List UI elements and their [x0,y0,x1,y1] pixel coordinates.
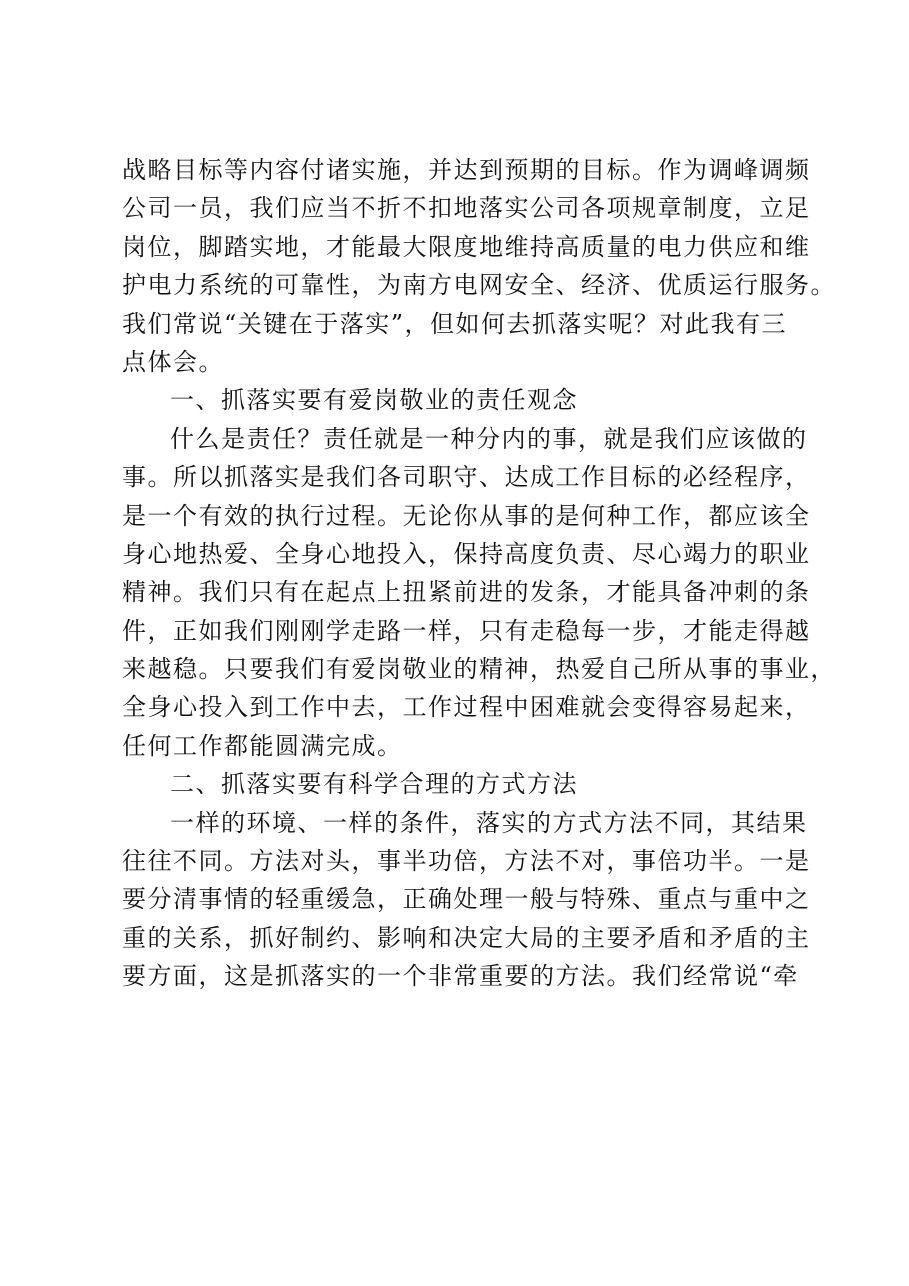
paragraph-first-line: 什么是责任？责任就是一种分内的事，就是我们应该做的 [170,424,808,453]
paragraph-line: 要分清事情的轻重缓急，正确处理一般与特殊、重点与重中之 [122,885,811,914]
paragraph-line: 往往不同。方法对头，事半功倍，方法不对，事倍功半。一是 [122,847,811,876]
paragraph-line: 事。所以抓落实是我们各司职守、达成工作目标的必经程序， [122,463,811,492]
document-body [122,151,836,996]
paragraph-first-line: 一、抓落实要有爱岗敬业的责任观念 [170,386,578,415]
paragraph-line: 件，正如我们刚刚学走路一样，只有走稳每一步，才能走得越 [122,616,811,645]
paragraph-line: 战略目标等内容付诸实施，并达到预期的目标。作为调峰调频 [122,156,811,184]
paragraph-line: 岗位，脚踏实地，才能最大限度地维持高质量的电力供应和维 [122,232,811,261]
paragraph-line: 任何工作都能圆满完成。 [122,731,403,760]
paragraph-line: 点体会。 [122,347,224,376]
paragraph-line: 护电力系统的可靠性，为南方电网安全、经济、优质运行服务。 [122,271,836,300]
paragraph-line: 精神。我们只有在起点上扭紧前进的发条，才能具备冲刺的条 [122,578,811,607]
paragraph-line: 公司一员，我们应当不折不扣地落实公司各项规章制度，立足 [122,194,811,223]
paragraph-line: 要方面，这是抓落实的一个非常重要的方法。我们经常说“牵 [122,962,799,991]
paragraph-first-line: 二、抓落实要有科学合理的方式方法 [170,770,578,799]
paragraph-line: 重的关系，抓好制约、影响和决定大局的主要矛盾和矛盾的主 [122,923,811,952]
paragraph-first-line: 一样的环境、一样的条件，落实的方式方法不同，其结果 [170,808,808,837]
paragraph-line: 来越稳。只要我们有爱岗敬业的精神，热爱自己所从事的事业， [122,655,836,684]
paragraph-line: 身心地热爱、全身心地投入，保持高度负责、尽心竭力的职业 [122,539,811,568]
paragraph-line: 全身心投入到工作中去，工作过程中困难就会变得容易起来， [122,693,811,722]
paragraph-line: 我们常说“关键在于落实”，但如何去抓落实呢？对此我有三 [122,309,788,338]
paragraph-line: 是一个有效的执行过程。无论你从事的是何种工作，都应该全 [122,501,811,530]
